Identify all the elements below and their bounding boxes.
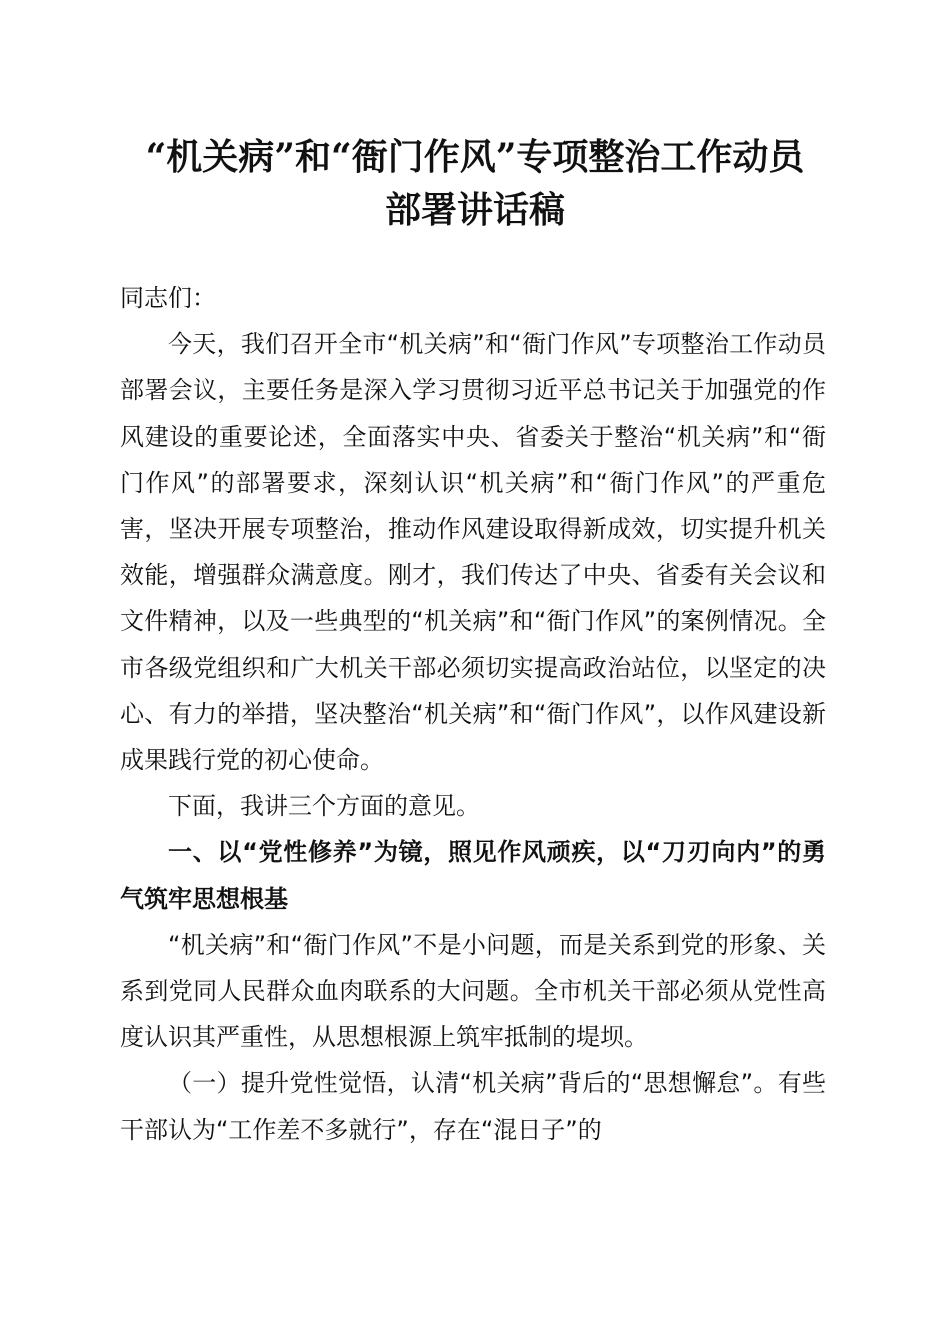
title-line-2: 部署讲话稿 [384, 189, 565, 231]
section-1-paragraph: “机关病”和“衙门作风”不是小问题，而是关系到党的形象、关系到党同人民群众血肉联系的大问题。全市机关干部必须从党性高度认识其严重性，从思想根源上筑牢抵制的堤坝。 [120, 930, 826, 1052]
subsection-1-paragraph: （一）提升党性觉悟，认清“机关病”背后的“思想懈怠”。有些干部认为“工作差不多就行”，存在“混日子”的 [120, 1069, 826, 1144]
document-title [60, 131, 890, 237]
section-1-heading: 一、以“党性修养”为镜，照见作风顽疾，以“刀刃向内”的勇气筑牢思想根基 [120, 838, 826, 913]
intro-paragraph: 今天，我们召开全市“机关病”和“衙门作风”专项整治工作动员部署会议，主要任务是深入学习贯彻习近平总书记关于加强党的作风建设的重要论述，全面落实中央、省委关于整治“机关病”和“衙门作风”的部署要求，深刻认识“机关病”和“衙门作风”的严重危害，坚决开展专项整治，推动作风建设取得新成效，切实提升机关效能，增强群众满意度。刚才，我们传达了中央、省委有关会议和文件精神，以及一些典型的“机关病”和“衙门作风”的案例情况。全市各级党组织和广大机关干部必须切实提高政治站位，以坚定的决心、有力的举措，坚决整治“机关病”和“衙门作风”，以作风建设新成果践行党的初心使命。 [120, 330, 826, 775]
document-body [120, 275, 826, 1153]
greeting: 同志们： [120, 284, 216, 312]
title-line-1: “机关病”和“衙门作风”专项整治工作动员 [145, 136, 805, 178]
transition-paragraph: 下面，我讲三个方面的意见。 [168, 792, 480, 821]
